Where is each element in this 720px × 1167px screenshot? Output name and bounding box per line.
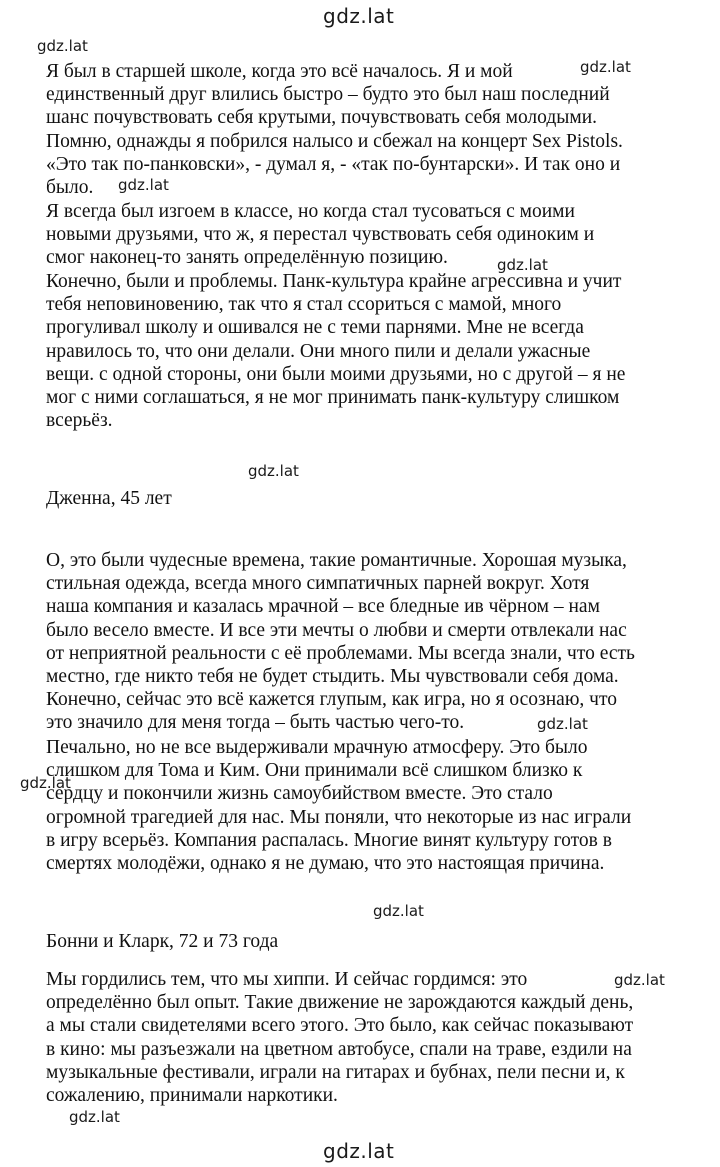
watermark: gdz.lat [69, 1108, 120, 1126]
watermark: gdz.lat [373, 902, 424, 920]
text-line: местно, где никто тебя не будет стыдить. Мы чувствовали себя дома. [46, 666, 619, 688]
text-line: от неприятной реальности с её проблемами. Мы всегда знали, что есть [46, 642, 635, 664]
text-line: сердцу и покончили жизнь самоубийством вместе. Это стало [46, 783, 553, 805]
text-line: О, это были чудесные времена, такие романтичные. Хорошая музыка, [46, 550, 627, 571]
paragraph-4 [46, 549, 686, 735]
text-line: вещи. с одной стороны, они были моими друзьями, но с другой – я не [46, 363, 626, 385]
text-line: единственный друг влились быстро – будто это был наш последний [46, 84, 610, 106]
text-line: Я всегда был изгоем в классе, но когда стал тусоваться с моими [46, 201, 575, 222]
text-line: Помню, однажды я побрился налысо и сбежал на концерт Sex Pistols. [46, 130, 623, 152]
text-line: новыми друзьями, что ж, я перестал чувствовать себя одиноким и [46, 224, 595, 246]
section-heading-bonnie-clark: Бонни и Кларк, 72 и 73 года [46, 931, 279, 952]
paragraph-6 [46, 968, 686, 1107]
text-line: «Это так по-панковски», - думал я, - «так по-бунтарски». И так оно и [46, 153, 621, 175]
text-line: определённо был опыт. Такие движение не зарождаются каждый день, [46, 992, 634, 1014]
text-line: это значило для меня тогда – быть частью чего-то. [46, 712, 465, 734]
text-line: прогуливал школу и ошивался не с теми парнями. Мне не всегда [46, 317, 584, 339]
text-line: смог наконец-то занять определённую позицию. [46, 247, 448, 269]
watermark: gdz.lat [323, 1139, 395, 1163]
text-line: было. [46, 177, 94, 199]
text-line: тебя неповиновению, так что я стал ссориться с мамой, много [46, 294, 562, 316]
text-line: Конечно, сейчас это всё кажется глупым, как игра, но я осознаю, что [46, 689, 617, 711]
text-line: в кино: мы разъезжали на цветном автобусе, спали на траве, ездили на [46, 1038, 632, 1060]
watermark: gdz.lat [537, 715, 588, 733]
watermark: gdz.lat [20, 774, 71, 792]
text-line: нравилось то, что они делали. Они много пили и делали ужасные [46, 340, 591, 362]
text-line: было весело вместе. И все эти мечты о любви и смерти отвлекали нас [46, 619, 627, 641]
text-line: Мы гордились тем, что мы хиппи. И сейчас гордимся: это [46, 969, 528, 990]
paragraph-1 [46, 60, 686, 199]
text-line: сожалению, принимали наркотики. [46, 1085, 338, 1107]
text-line: шанс почувствовать себя крутыми, почувствовать себя молодыми. [46, 107, 598, 129]
text-line: мог с ними соглашаться, я не мог принимать панк-культуру слишком [46, 387, 620, 409]
watermark: gdz.lat [118, 176, 169, 194]
text-line: смертях молодёжи, однако я не думаю, что это настоящая причина. [46, 853, 605, 875]
text-line: огромной трагедией для нас. Мы поняли, что некоторые из нас играли [46, 806, 632, 828]
section-heading-jenna: Дженна, 45 лет [46, 488, 172, 509]
paragraph-5 [46, 736, 686, 875]
text-line: наша компания и казалась мрачной – все бледные ив чёрном – нам [46, 596, 600, 618]
text-line: всерьёз. [46, 410, 113, 432]
text-line: музыкальные фестивали, играли на гитарах и бубнах, пели песни и, к [46, 1061, 625, 1083]
text-line: в игру всерьёз. Компания распалась. Многие винят культуру готов в [46, 829, 612, 851]
text-line: Печально, но не все выдерживали мрачную атмосферу. Это было [46, 737, 588, 758]
paragraph-2 [46, 200, 686, 270]
text-line: Конечно, были и проблемы. Панк-культура крайне агрессивна и учит [46, 271, 622, 292]
watermark: gdz.lat [37, 37, 88, 55]
paragraph-3 [46, 270, 686, 432]
text-line: стильная одежда, всегда много симпатичных парней вокруг. Хотя [46, 573, 590, 595]
text-line: слишком для Тома и Ким. Они принимали всё слишком близко к [46, 760, 583, 782]
text-line: а мы стали свидетелями всего этого. Это было, как сейчас показывают [46, 1015, 634, 1037]
watermark: gdz.lat [614, 971, 665, 989]
watermark: gdz.lat [497, 256, 548, 274]
watermark: gdz.lat [323, 4, 395, 28]
watermark: gdz.lat [248, 462, 299, 480]
watermark: gdz.lat [580, 58, 631, 76]
text-line: Я был в старшей школе, когда это всё началось. Я и мой [46, 61, 513, 82]
